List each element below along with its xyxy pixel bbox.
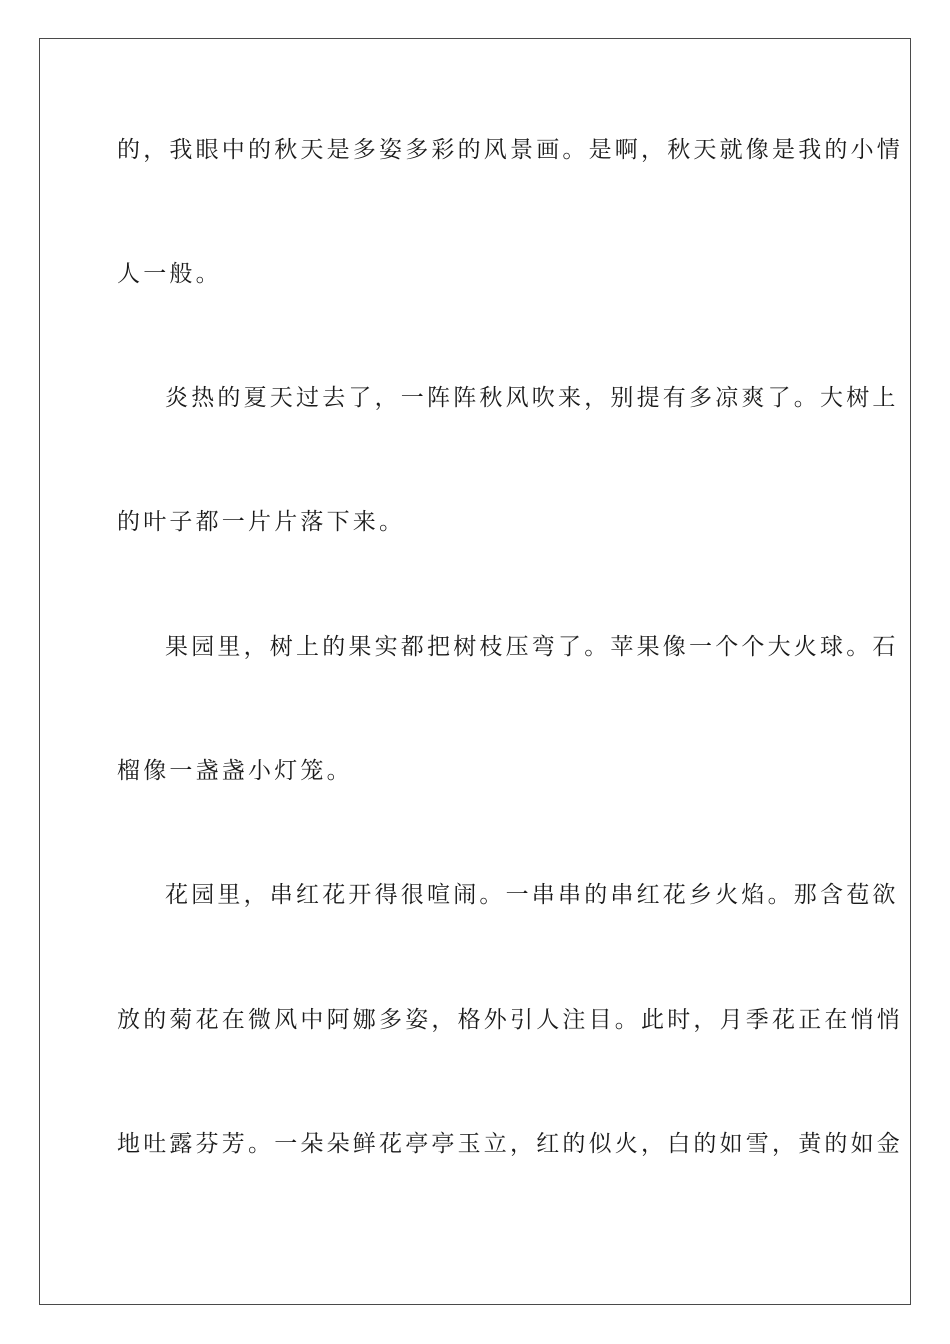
text-line: 的，我眼中的秋天是多姿多彩的风景画。是啊，秋天就像是我的小情 bbox=[117, 137, 903, 163]
paragraph-first-line: 花园里，串红花开得很喧闹。一串串的串红花乡火焰。那含苞欲 bbox=[165, 882, 899, 908]
text-line: 榴像一盏盏小灯笼。 bbox=[117, 758, 353, 784]
page-border bbox=[39, 38, 911, 1305]
text-line: 的叶子都一片片落下来。 bbox=[117, 509, 406, 535]
text-line: 放的菊花在微风中阿娜多姿，格外引人注目。此时，月季花正在悄悄 bbox=[117, 1007, 903, 1033]
paragraph-first-line: 炎热的夏天过去了，一阵阵秋风吹来，别提有多凉爽了。大树上 bbox=[165, 385, 899, 411]
text-line: 人一般。 bbox=[117, 261, 222, 287]
paragraph-first-line: 果园里，树上的果实都把树枝压弯了。苹果像一个个大火球。石 bbox=[165, 634, 899, 660]
text-line: 地吐露芬芳。一朵朵鲜花亭亭玉立，红的似火，白的如雪，黄的如金 bbox=[117, 1131, 903, 1157]
